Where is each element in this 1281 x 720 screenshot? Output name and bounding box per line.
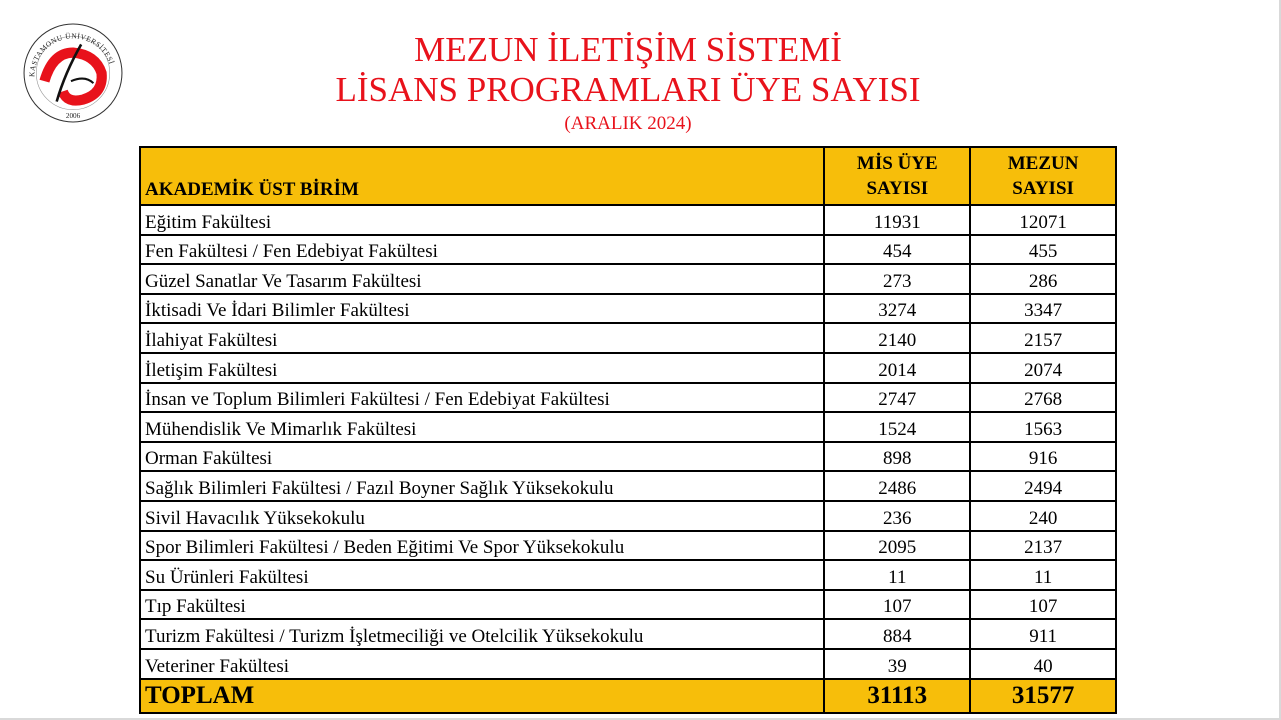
page-subtitle: (ARALIK 2024) <box>564 113 692 134</box>
table-row <box>140 560 1116 590</box>
table-row <box>140 235 1116 265</box>
total-mis: 31113 <box>824 679 970 713</box>
column-header-mis <box>824 147 970 205</box>
cell-mis: 107 <box>824 590 970 620</box>
table-row <box>140 383 1116 413</box>
table-row <box>140 619 1116 649</box>
cell-mis: 11931 <box>824 205 970 235</box>
cell-mezun: 286 <box>970 264 1116 294</box>
table-row <box>140 501 1116 531</box>
cell-mezun: 240 <box>970 501 1116 531</box>
cell-unit: Fen Fakültesi / Fen Edebiyat Fakültesi <box>140 235 824 265</box>
table-row <box>140 442 1116 472</box>
cell-unit: Sağlık Bilimleri Fakültesi / Fazıl Boyner Sağlık Yüksekokulu <box>140 471 824 501</box>
logo-text: KASTAMONU ÜNİVERSİTESİ <box>27 31 117 78</box>
cell-mezun: 2137 <box>970 531 1116 561</box>
cell-mis: 39 <box>824 649 970 679</box>
cell-mis: 1524 <box>824 412 970 442</box>
cell-unit: Eğitim Fakültesi <box>140 205 824 235</box>
cell-mezun: 916 <box>970 442 1116 472</box>
cell-mezun: 107 <box>970 590 1116 620</box>
cell-unit: İktisadi Ve İdari Bilimler Fakültesi <box>140 294 824 324</box>
cell-unit: Turizm Fakültesi / Turizm İşletmeciliği ve Otelcilik Yüksekokulu <box>140 619 824 649</box>
cell-mis: 454 <box>824 235 970 265</box>
cell-unit: Güzel Sanatlar Ve Tasarım Fakültesi <box>140 264 824 294</box>
cell-unit: İlahiyat Fakültesi <box>140 323 824 353</box>
cell-mis: 273 <box>824 264 970 294</box>
cell-mis: 236 <box>824 501 970 531</box>
cell-mezun: 11 <box>970 560 1116 590</box>
total-mezun: 31577 <box>970 679 1116 713</box>
cell-unit: Su Ürünleri Fakültesi <box>140 560 824 590</box>
cell-mezun: 3347 <box>970 294 1116 324</box>
cell-mis: 11 <box>824 560 970 590</box>
column-header-mis-line2: SAYISI <box>866 178 929 199</box>
table-row <box>140 294 1116 324</box>
university-logo <box>22 22 124 124</box>
table-row <box>140 205 1116 235</box>
cell-unit: Veteriner Fakültesi <box>140 649 824 679</box>
cell-unit: Sivil Havacılık Yüksekokulu <box>140 501 824 531</box>
table-row <box>140 649 1116 679</box>
cell-mezun: 2157 <box>970 323 1116 353</box>
cell-mis: 884 <box>824 619 970 649</box>
cell-unit: Orman Fakültesi <box>140 442 824 472</box>
column-header-mezun <box>970 147 1116 205</box>
table-row <box>140 531 1116 561</box>
cell-mis: 2014 <box>824 353 970 383</box>
cell-unit: Tıp Fakültesi <box>140 590 824 620</box>
table-row <box>140 471 1116 501</box>
cell-mezun: 2494 <box>970 471 1116 501</box>
cell-mezun: 911 <box>970 619 1116 649</box>
column-header-mezun-line2: SAYISI <box>1012 178 1074 199</box>
page-title-line1: MEZUN İLETİŞİM SİSTEMİ <box>414 30 842 69</box>
cell-mezun: 1563 <box>970 412 1116 442</box>
page-title-line2: LİSANS PROGRAMLARI ÜYE SAYISI <box>335 70 921 109</box>
cell-mezun: 2768 <box>970 383 1116 413</box>
cell-mezun: 40 <box>970 649 1116 679</box>
cell-mezun: 12071 <box>970 205 1116 235</box>
cell-mis: 2095 <box>824 531 970 561</box>
cell-unit: Mühendislik Ve Mimarlık Fakültesi <box>140 412 824 442</box>
title-block <box>240 30 1016 137</box>
table-header-row <box>140 147 1116 205</box>
table-row <box>140 353 1116 383</box>
total-row <box>140 679 1116 713</box>
column-header-unit: AKADEMİK ÜST BİRİM <box>140 147 824 205</box>
cell-mis: 2486 <box>824 471 970 501</box>
cell-mis: 2747 <box>824 383 970 413</box>
cell-mezun: 455 <box>970 235 1116 265</box>
table-row <box>140 412 1116 442</box>
cell-mis: 898 <box>824 442 970 472</box>
logo-year: 2006 <box>65 111 81 120</box>
table-row <box>140 590 1116 620</box>
table-row <box>140 264 1116 294</box>
table-row <box>140 323 1116 353</box>
cell-mis: 2140 <box>824 323 970 353</box>
column-header-mis-line1: MİS ÜYE <box>856 153 938 174</box>
members-table <box>139 146 1117 714</box>
cell-mis: 3274 <box>824 294 970 324</box>
cell-unit: İnsan ve Toplum Bilimleri Fakültesi / Fen Edebiyat Fakültesi <box>140 383 824 413</box>
cell-unit: Spor Bilimleri Fakültesi / Beden Eğitimi Ve Spor Yüksekokulu <box>140 531 824 561</box>
column-header-mezun-line1: MEZUN <box>1007 153 1079 174</box>
cell-unit: İletişim Fakültesi <box>140 353 824 383</box>
total-label: TOPLAM <box>140 679 824 713</box>
cell-mezun: 2074 <box>970 353 1116 383</box>
